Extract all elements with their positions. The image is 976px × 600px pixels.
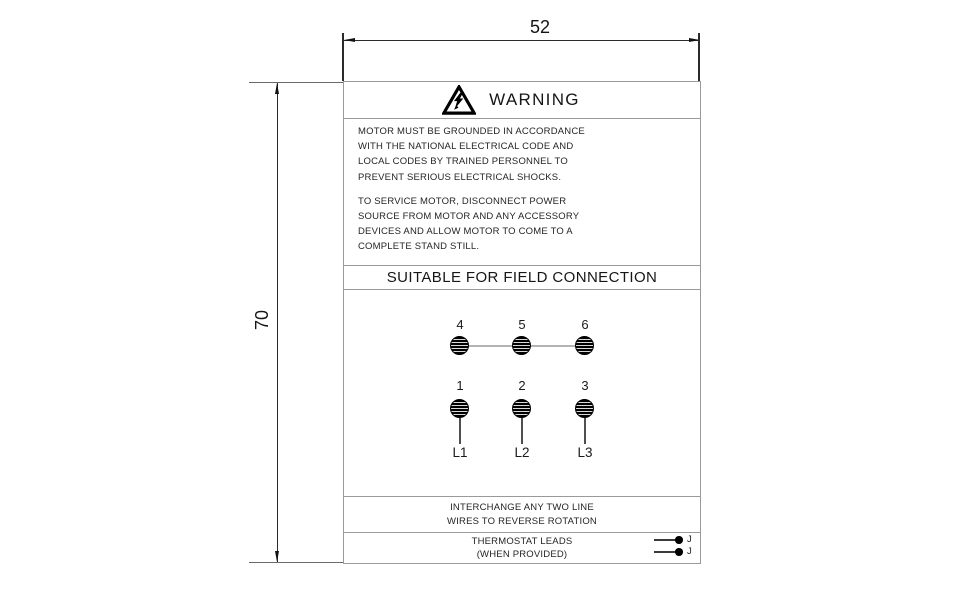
line-lead-wire [584, 418, 586, 444]
high-voltage-warning-triangle-icon [442, 85, 476, 115]
line-lead-label: L2 [514, 445, 530, 460]
terminal-number: 5 [518, 317, 526, 332]
safety-text-line: PREVENT SERIOUS ELECTRICAL SHOCKS. [358, 171, 562, 183]
safety-text-line: LOCAL CODES BY TRAINED PERSONNEL TO [358, 156, 568, 168]
extension-line-top-left [342, 33, 344, 81]
safety-text-line: TO SERVICE MOTOR, DISCONNECT POWER [358, 195, 567, 207]
terminal-number: 4 [456, 317, 464, 332]
terminal-number: 2 [518, 378, 526, 393]
dimension-arrow-down-icon [275, 551, 279, 562]
thermostat-lead [654, 548, 700, 556]
thermostat-line: (WHEN PROVIDED) [476, 549, 568, 560]
terminal-3-circle [575, 399, 594, 418]
terminal-number: 3 [581, 378, 589, 393]
extension-line-top-right [698, 33, 700, 81]
thermostat-section [344, 533, 700, 563]
safety-text-section [344, 119, 700, 266]
thermostat-lead-dot-icon [675, 548, 683, 556]
terminal-number: 1 [456, 378, 464, 393]
safety-text-line: DEVICES AND ALLOW MOTOR TO COME TO A [358, 226, 573, 238]
extension-line-left-top [249, 82, 343, 83]
width-dimension-label: 52 [529, 17, 551, 37]
thermostat-line: THERMOSTAT LEADS [471, 536, 573, 547]
line-lead-wire [459, 418, 461, 444]
terminal-diagram [344, 290, 700, 497]
safety-text-line: SOURCE FROM MOTOR AND ANY ACCESSORY [358, 211, 580, 223]
warning-title: WARNING [489, 90, 580, 109]
height-dimension-label: 70 [251, 309, 272, 331]
motor-warning-label [343, 81, 701, 564]
terminal-2-circle [512, 399, 531, 418]
thermostat-lead-dot-icon [675, 536, 683, 544]
dimension-arrow-up-icon [275, 83, 279, 94]
safety-text-line: MOTOR MUST BE GROUNDED IN ACCORDANCE [358, 126, 585, 137]
extension-line-left-bottom [249, 562, 343, 563]
terminal-4-circle [450, 336, 469, 355]
rotation-note-line: INTERCHANGE ANY TWO LINE [450, 502, 594, 513]
terminal-number: 6 [581, 317, 589, 332]
width-dimension-line [344, 40, 700, 41]
rotation-note-line: WIRES TO REVERSE ROTATION [447, 516, 597, 527]
field-connection-banner [344, 266, 700, 290]
terminal-5-circle [512, 336, 531, 355]
safety-text-line: COMPLETE STAND STILL. [358, 241, 480, 253]
terminal-1-circle [450, 399, 469, 418]
field-connection-title: SUITABLE FOR FIELD CONNECTION [386, 269, 658, 286]
terminal-6-circle [575, 336, 594, 355]
thermostat-lead [654, 536, 700, 544]
dimension-arrow-left-icon [344, 38, 355, 42]
line-lead-label: L1 [452, 445, 468, 460]
safety-text-line: WITH THE NATIONAL ELECTRICAL CODE AND [358, 141, 574, 153]
warning-header [344, 82, 700, 119]
rotation-note [344, 497, 700, 533]
thermostat-lead-label: J [687, 546, 692, 557]
line-lead-wire [521, 418, 523, 444]
line-lead-label: L3 [577, 445, 593, 460]
thermostat-lead-label: J [687, 534, 692, 545]
